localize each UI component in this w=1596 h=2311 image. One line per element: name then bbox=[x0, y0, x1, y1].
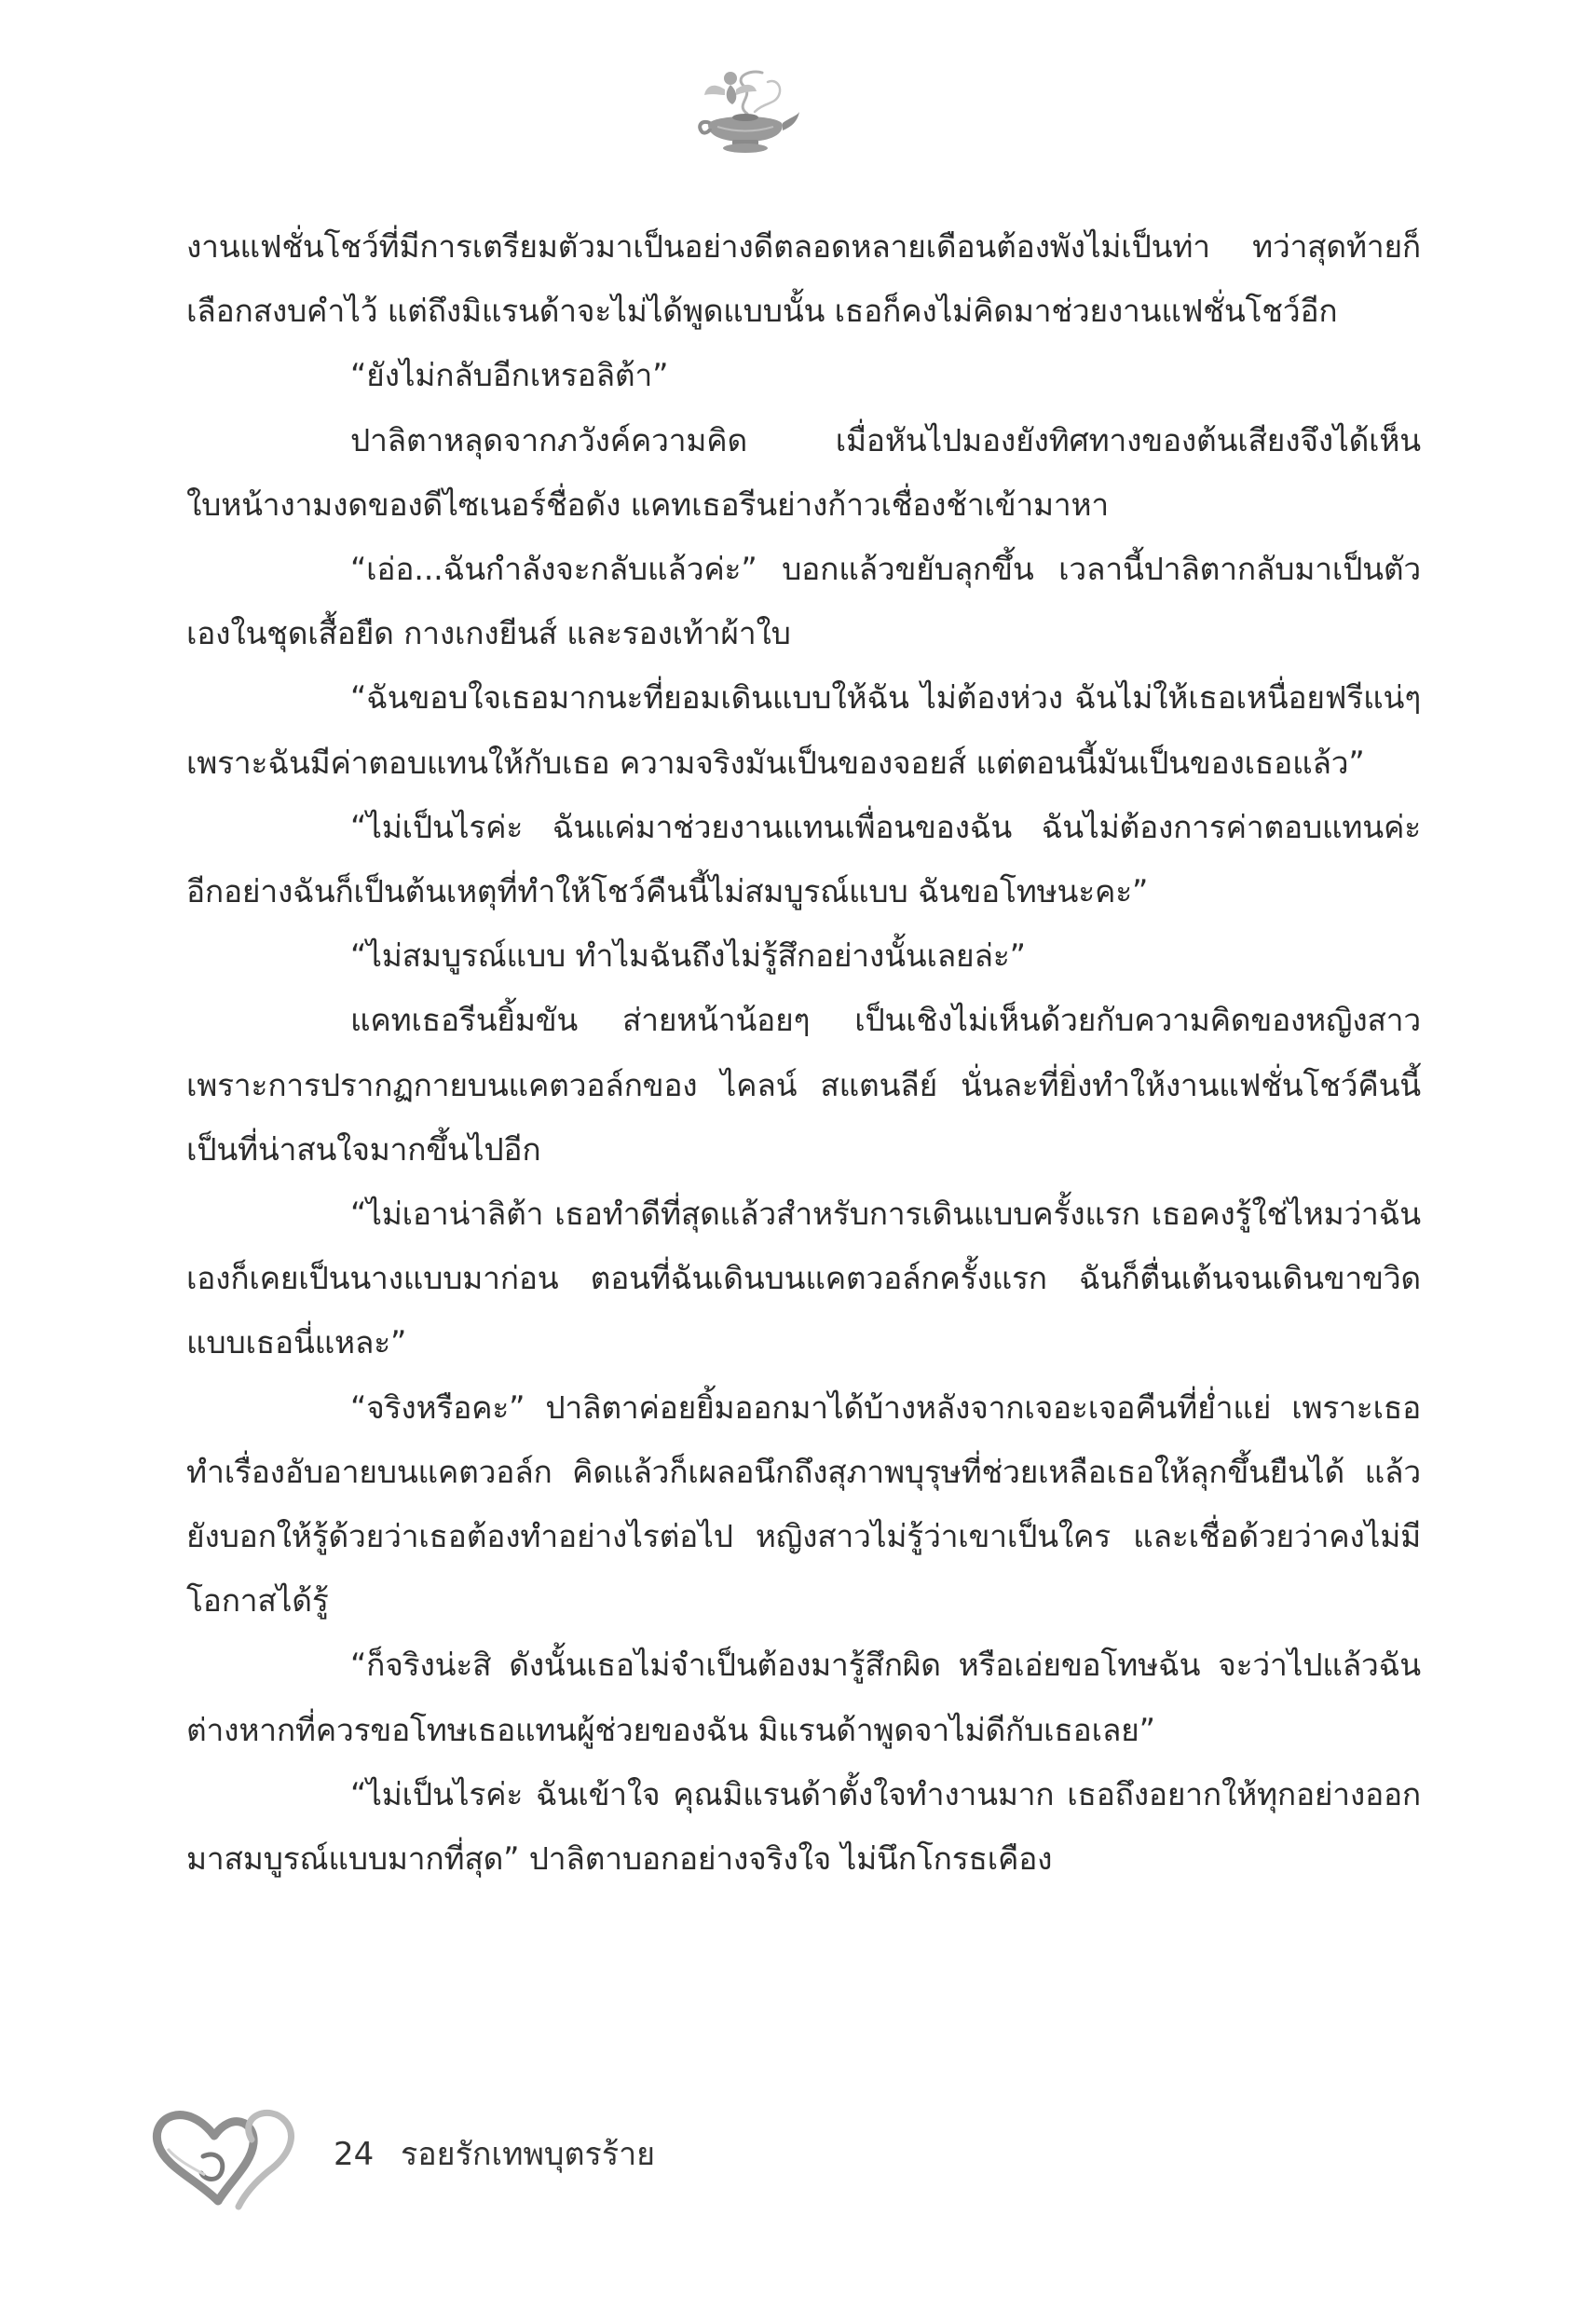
paragraph: แคทเธอรีนยิ้มขัน ส่ายหน้าน้อยๆ เป็นเชิงไม่เห็นด้วยกับความคิดของหญิงสาว เพราะการปรากฏกายบนแคตวอล์กของ ไคลน์ สแตนลีย์ นั่นละที่ยิ่งทำให้งานแฟชั่นโชว์คืนนี้เป็นที่น่าสนใจมากขึ้นไปอีก bbox=[186, 1002, 1422, 1168]
paragraph: “ไม่สมบูรณ์แบบ ทำไมฉันถึงไม่รู้สึกอย่างนั้นเลยล่ะ” bbox=[350, 937, 1026, 975]
page-footer bbox=[149, 2099, 708, 2220]
paragraph: “ก็จริงน่ะสิ ดังนั้นเธอไม่จำเป็นต้องมารู้สึกผิด หรือเอ่ยขอโทษฉัน จะว่าไปแล้วฉันต่างหากที่ควรขอโทษเธอแทนผู้ช่วยของฉัน มิแรนด้าพูดจาไม่ดีกับเธอเลย” bbox=[186, 1647, 1421, 1748]
paragraph: “ไม่เป็นไรค่ะ ฉันแค่มาช่วยงานแทนเพื่อนของฉัน ฉันไม่ต้องการค่าตอบแทนค่ะ อีกอย่างฉันก็เป็นต้นเหตุที่ทำให้โชว์คืนนี้ไม่สมบูรณ์แบบ ฉันขอโทษนะคะ” bbox=[186, 808, 1421, 910]
paragraph: “ไม่เอาน่าลิต้า เธอทำดีที่สุดแล้วสำหรับการเดินแบบครั้งแรก เธอคงรู้ใช่ไหมว่าฉันเองก็เคยเป็นนางแบบมาก่อน ตอนที่ฉันเดินบนแคตวอล์กครั้งแรก ฉันก็ตื่นเต้นจนเดินขาขวิดแบบเธอนี่แหละ” bbox=[186, 1196, 1421, 1361]
paragraph: “จริงหรือคะ” ปาลิตาค่อยยิ้มออกมาได้บ้างหลังจากเจอะเจอคืนที่ย่ำแย่ เพราะเธอทำเรื่องอับอายบนแคตวอล์ก คิดแล้วก็เผลอนึกถึงสุภาพบุรุษที่ช่วยเหลือเธอให้ลุกขึ้นยืนได้ แล้วยังบอกให้รู้ด้วยว่าเธอต้องทำอย่างไรต่อไป หญิงสาวไม่รู้ว่าเขาเป็นใคร และเชื่อด้วยว่าคงไม่มีโอกาสได้รู้ bbox=[186, 1388, 1421, 1620]
book-title: รอยรักเทพบุตรร้าย bbox=[401, 2136, 656, 2173]
intertwined-hearts-ornament-icon bbox=[149, 2099, 326, 2220]
lamp-angel-ornament-icon bbox=[689, 58, 801, 158]
paragraph: “ไม่เป็นไรค่ะ ฉันเข้าใจ คุณมิแรนด้าตั้งใจทำงานมาก เธอถึงอยากให้ทุกอย่างออกมาสมบูรณ์แบบมากที่สุด” ปาลิตาบอกอย่างจริงใจ ไม่นึกโกรธเคือง bbox=[186, 1775, 1421, 1878]
paragraph: “เอ่อ...ฉันกำลังจะกลับแล้วค่ะ” บอกแล้วขยับลุกขึ้น เวลานี้ปาลิตากลับมาเป็นตัวเองในชุดเสื้อยืด กางเกงยีนส์ และรองเท้าผ้าใบ bbox=[186, 551, 1421, 652]
paragraph: งานแฟชั่นโชว์ที่มีการเตรียมตัวมาเป็นอย่างดีตลอดหลายเดือนต้องพังไม่เป็นท่า ทว่าสุดท้ายก็เลือกสงบคำไว้ แต่ถึงมิแรนด้าจะไม่ได้พูดแบบนั้น เธอก็คงไม่คิดมาช่วยงานแฟชั่นโชว์อีก bbox=[186, 228, 1421, 330]
page-number: 24 bbox=[334, 2136, 375, 2173]
paragraph: ปาลิตาหลุดจากภวังค์ความคิด เมื่อหันไปมองยังทิศทางของต้นเสียงจึงได้เห็นใบหน้างามงดของดีไซเนอร์ชื่อดัง แคทเธอรีนย่างก้าวเชื่องช้าเข้ามาหา bbox=[186, 421, 1421, 523]
paragraph: “ฉันขอบใจเธอมากนะที่ยอมเดินแบบให้ฉัน ไม่ต้องห่วง ฉันไม่ให้เธอเหนื่อยฟรีแน่ๆ เพราะฉันมีค่าตอบแทนให้กับเธอ ความจริงมันเป็นของจอยส์ แต่ตอนนี้มันเป็นของเธอแล้ว” bbox=[186, 679, 1421, 781]
paragraph: “ยังไม่กลับอีกเหรอลิต้า” bbox=[350, 357, 669, 394]
body-text bbox=[186, 214, 1421, 1891]
